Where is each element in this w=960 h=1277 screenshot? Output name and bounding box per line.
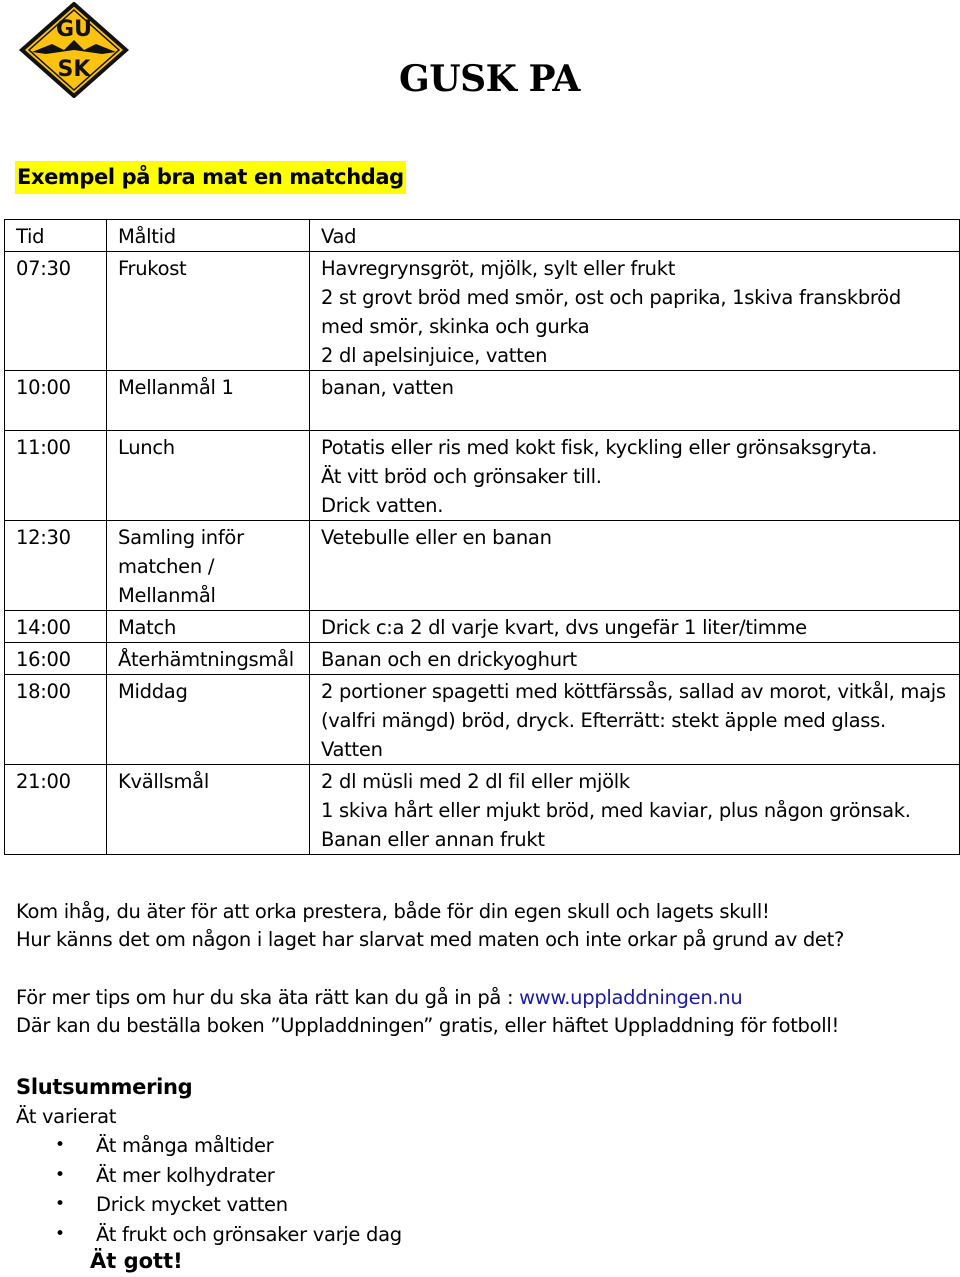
row-what [310,643,960,675]
table-row [5,643,960,675]
what-line: Vatten [321,738,383,761]
what-line: Ät vitt bröd och grönsaker till. [321,465,602,488]
book-text: Där kan du beställa boken ”Uppladdningen” gratis, eller häftet Uppladdning för fotboll! [16,1014,840,1037]
what-line: Drick c:a 2 dl varje kvart, dvs ungefär 1 liter/timme [321,616,807,639]
list-item [0,1161,402,1191]
bullet-icon: • [55,1135,65,1155]
logo-text-top: GU [56,17,92,42]
row-time: 11:00 [5,431,107,521]
what-line: 2 portioner spagetti med köttfärssås, sallad av morot, vitkål, majs (valfri mängd) bröd, dryck. Efterrätt: stekt äpple med glass. [321,680,946,732]
what-line: Banan och en drickyoghurt [321,648,577,671]
section-heading: Exempel på bra mat en matchdag [15,161,406,194]
meal-schedule-table [4,219,960,855]
summary-subheading: Ät varierat [16,1105,117,1128]
row-meal: Mellanmål 1 [107,371,310,431]
row-meal: Match [107,611,310,643]
what-line: 2 st grovt bröd med smör, ost och paprika, 1skiva franskbröd [321,286,901,309]
tips-prefix: För mer tips om hur du ska äta rätt kan du gå in på : [16,986,520,1009]
what-line: 1 skiva hårt eller mjukt bröd, med kaviar, plus någon grönsak. [321,799,911,822]
table-row [5,675,960,765]
row-time: 14:00 [5,611,107,643]
list-item [0,1131,402,1161]
reminder-text: Kom ihåg, du äter för att orka prestera, både för din egen skull och lagets skull! [16,900,770,923]
what-line: med smör, skinka och gurka [321,315,590,338]
row-meal: Middag [107,675,310,765]
row-meal: Lunch [107,431,310,521]
row-meal: Återhämtningsmål [107,643,310,675]
table-header-row [5,220,960,252]
header-meal: Måltid [107,220,310,252]
row-time: 12:30 [5,521,107,611]
table-row [5,252,960,371]
what-line: Havregrynsgröt, mjölk, sylt eller frukt [321,257,676,280]
list-item [0,1220,402,1250]
table-row [5,765,960,855]
list-item-text: Ät många måltider [96,1134,274,1157]
row-what [310,521,960,611]
closing-text: Ät gott! [90,1249,183,1273]
club-logo [18,2,130,98]
header-time: Tid [5,220,107,252]
table-row [5,521,960,611]
list-item-text: Drick mycket vatten [96,1193,288,1216]
row-what [310,611,960,643]
row-what [310,431,960,521]
bullet-icon: • [55,1194,65,1214]
what-line: Potatis eller ris med kokt fisk, kyckling eller grönsaksgryta. [321,436,878,459]
list-item-text: Ät mer kolhydrater [96,1163,275,1187]
row-time: 10:00 [5,371,107,431]
header-what: Vad [310,220,960,252]
tips-link[interactable]: www.uppladdningen.nu [519,986,743,1009]
what-line: banan, vatten [321,376,454,399]
summary-list [0,1131,402,1249]
row-time: 18:00 [5,675,107,765]
row-meal: Frukost [107,252,310,371]
gusk-badge-icon [18,2,130,98]
what-line: Vetebulle eller en banan [321,526,552,549]
row-time: 16:00 [5,643,107,675]
summary-heading: Slutsummering [16,1075,193,1099]
what-line: 2 dl apelsinjuice, vatten [321,344,548,367]
table-row [5,611,960,643]
row-meal: Samling inför matchen / Mellanmål [107,521,310,611]
logo-text-bottom: SK [57,57,91,82]
bullet-icon: • [55,1164,65,1185]
row-time: 21:00 [5,765,107,855]
row-what [310,765,960,855]
list-item-text: Ät frukt och grönsaker varje dag [96,1222,402,1246]
bullet-icon: • [55,1223,65,1244]
row-what [310,371,960,431]
page-title: GUSK PA [399,58,580,100]
tips-text [16,983,742,1012]
question-text: Hur känns det om någon i laget har slarvat med maten och inte orkar på grund av det? [16,928,845,951]
table-row [5,371,960,431]
what-line: Drick vatten. [321,494,444,517]
list-item [0,1190,402,1220]
row-meal: Kvällsmål [107,765,310,855]
what-line: 2 dl müsli med 2 dl fil eller mjölk [321,770,630,793]
what-line: Banan eller annan frukt [321,828,545,851]
table-row [5,431,960,521]
row-time: 07:30 [5,252,107,371]
row-what [310,252,960,371]
row-what [310,675,960,765]
